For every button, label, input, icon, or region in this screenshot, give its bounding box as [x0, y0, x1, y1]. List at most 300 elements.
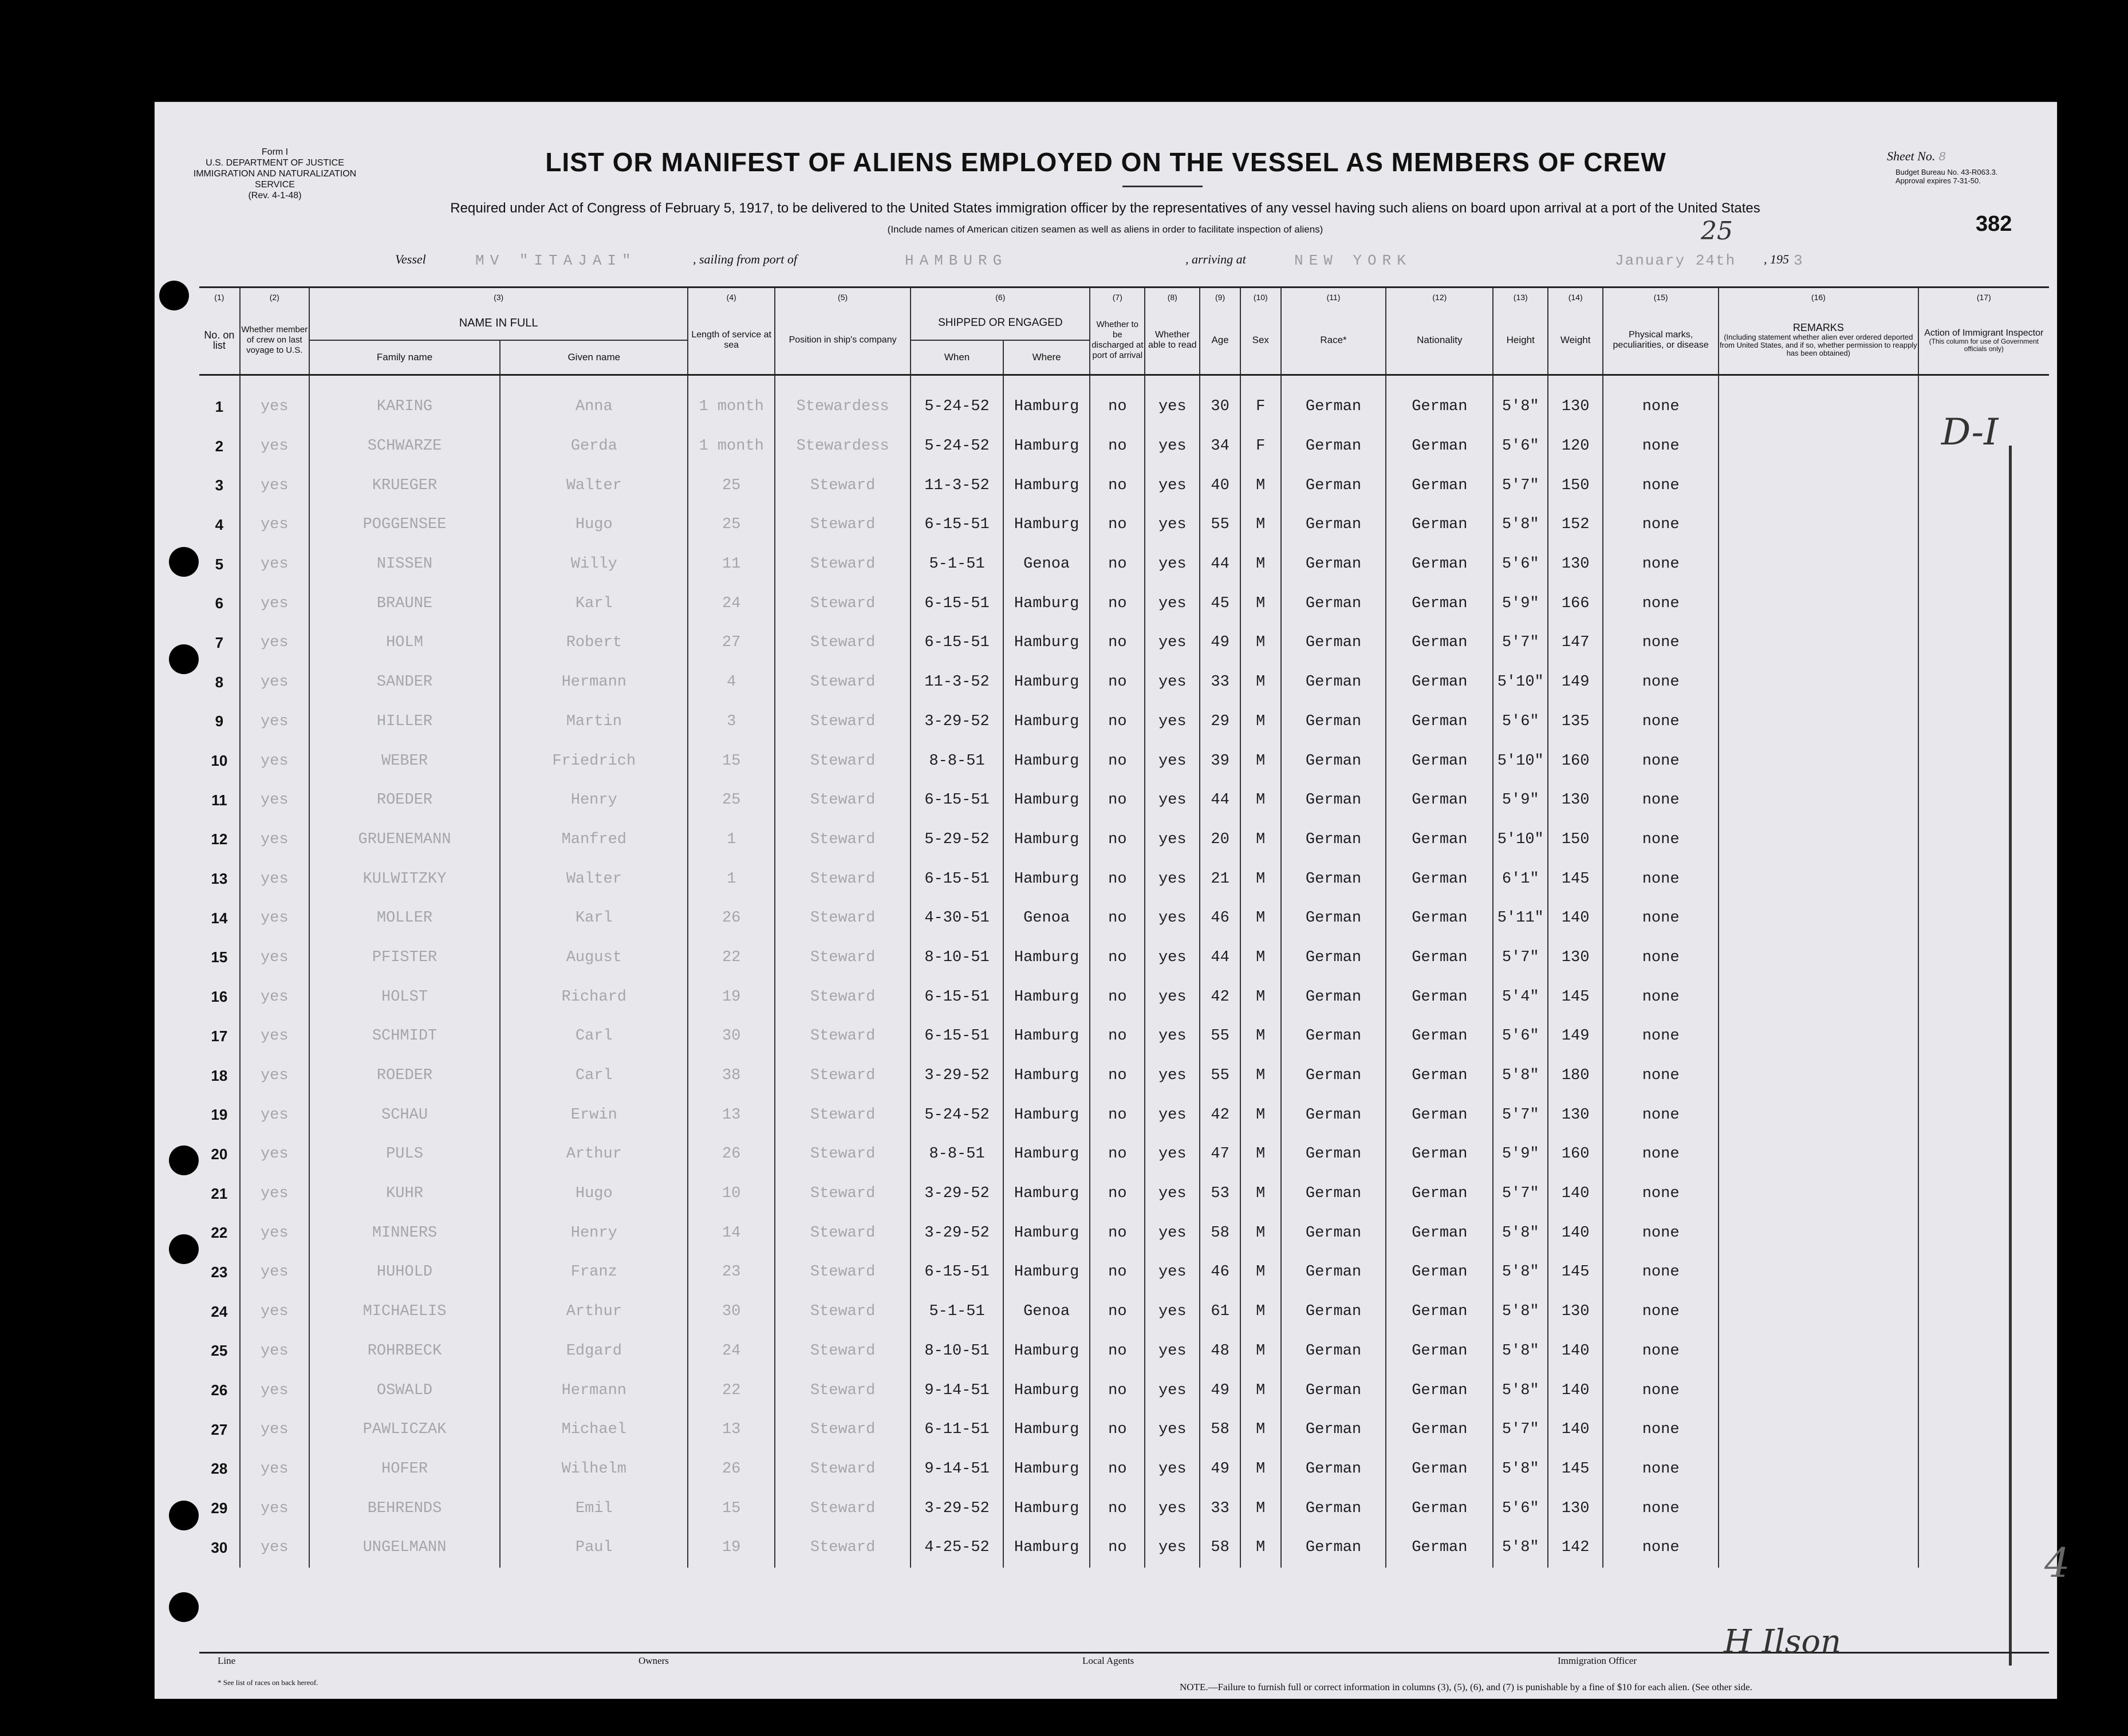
able-to-read: yes [1145, 1253, 1200, 1292]
able-to-read: yes [1145, 1332, 1200, 1371]
shipped-where: Hamburg [1003, 1056, 1090, 1096]
header-position: Position in ship's company [775, 306, 911, 375]
shipped-where: Hamburg [1003, 387, 1090, 427]
shipped-when: 6-15-51 [911, 781, 1003, 820]
given-name: Carl [500, 1017, 688, 1056]
length-of-service: 11 [688, 545, 775, 584]
remarks-cell [1719, 820, 1918, 860]
race: German [1281, 741, 1386, 781]
shipped-when: 8-10-51 [911, 938, 1003, 978]
position: Steward [775, 1450, 911, 1489]
discharge-flag: no [1090, 1332, 1145, 1371]
shipped-where: Hamburg [1003, 741, 1090, 781]
officer-signature: H Ilson [1724, 1623, 1842, 1660]
col-num-6: (6) [911, 288, 1090, 307]
table-row [199, 584, 2049, 623]
race: German [1281, 663, 1386, 702]
able-to-read: yes [1145, 1174, 1200, 1214]
sex: M [1240, 466, 1281, 505]
given-name: Michael [500, 1410, 688, 1450]
nationality: German [1386, 1371, 1493, 1410]
inspector-cell [1918, 1174, 2049, 1214]
able-to-read: yes [1145, 977, 1200, 1017]
physical-marks: none [1603, 741, 1719, 781]
sex: M [1240, 1371, 1281, 1410]
length-of-service: 27 [688, 623, 775, 663]
weight: 180 [1548, 1056, 1603, 1096]
header-when: When [911, 340, 1003, 375]
row-number: 14 [211, 909, 228, 927]
height: 5'6" [1493, 427, 1548, 466]
weight: 130 [1548, 387, 1603, 427]
given-name: Wilhelm [500, 1450, 688, 1489]
statute-line: Required under Act of Congress of February 5, 1917, to be delivered to the United States immigration officer by the representatives of any vessel having such aliens on board upon arrival at a port of the United States [450, 200, 1760, 216]
able-to-read: yes [1145, 1292, 1200, 1332]
given-name: Hermann [500, 663, 688, 702]
given-name: Arthur [500, 1135, 688, 1174]
col-num-1: (1) [199, 288, 240, 307]
position: Stewardess [775, 427, 911, 466]
remarks-cell [1719, 1253, 1918, 1292]
table-row [199, 1174, 2049, 1214]
punch-hole [169, 1234, 199, 1264]
weight: 152 [1548, 505, 1603, 545]
row-number: 23 [211, 1263, 228, 1281]
physical-marks: none [1603, 977, 1719, 1017]
sex: M [1240, 1489, 1281, 1528]
remarks-cell [1719, 938, 1918, 978]
physical-marks: none [1603, 427, 1719, 466]
race: German [1281, 1292, 1386, 1332]
sex: M [1240, 1292, 1281, 1332]
row-number: 29 [211, 1499, 228, 1517]
able-to-read: yes [1145, 938, 1200, 978]
nationality: German [1386, 977, 1493, 1017]
height: 5'8" [1493, 1528, 1548, 1568]
col-num-2: (2) [240, 288, 309, 307]
family-name: HOLST [309, 977, 500, 1017]
inspector-cell [1918, 505, 2049, 545]
length-of-service: 22 [688, 938, 775, 978]
sex: M [1240, 859, 1281, 899]
shipped-where: Hamburg [1003, 1253, 1090, 1292]
sex: M [1240, 702, 1281, 742]
header-height: Height [1493, 306, 1548, 375]
margin-mark: 4 [2044, 1540, 2070, 1587]
header-where: Where [1003, 340, 1090, 375]
position: Steward [775, 1095, 911, 1135]
shipped-where: Hamburg [1003, 1174, 1090, 1214]
column-number-row [199, 288, 2049, 307]
remarks-cell [1719, 505, 1918, 545]
row-number: 11 [211, 791, 227, 809]
remarks-cell [1719, 623, 1918, 663]
nationality: German [1386, 584, 1493, 623]
nationality: German [1386, 938, 1493, 978]
discharge-flag: no [1090, 466, 1145, 505]
discharge-flag: no [1090, 1213, 1145, 1253]
given-name: August [500, 938, 688, 978]
position: Steward [775, 977, 911, 1017]
sex: M [1240, 1017, 1281, 1056]
given-name: Anna [500, 387, 688, 427]
given-name: Manfred [500, 820, 688, 860]
manifest-rows [199, 387, 2049, 1568]
nationality: German [1386, 1450, 1493, 1489]
race: German [1281, 820, 1386, 860]
age: 33 [1200, 1489, 1240, 1528]
age: 58 [1200, 1410, 1240, 1450]
given-name: Martin [500, 702, 688, 742]
position: Steward [775, 1213, 911, 1253]
inspector-cell [1918, 938, 2049, 978]
shipped-when: 6-15-51 [911, 1253, 1003, 1292]
row-number: 6 [215, 595, 224, 612]
position: Stewardess [775, 387, 911, 427]
sex: M [1240, 1213, 1281, 1253]
punch-hole [169, 1501, 199, 1530]
height: 5'7" [1493, 938, 1548, 978]
length-of-service: 22 [688, 1371, 775, 1410]
given-name: Hermann [500, 1371, 688, 1410]
physical-marks: none [1603, 781, 1719, 820]
inspector-cell [1918, 899, 2049, 938]
remarks-cell [1719, 1450, 1918, 1489]
family-name: PAWLICZAK [309, 1410, 500, 1450]
arrival-date: January 24th [1615, 252, 1736, 269]
sex: M [1240, 820, 1281, 860]
physical-marks: none [1603, 899, 1719, 938]
shipped-where: Genoa [1003, 545, 1090, 584]
race: German [1281, 1450, 1386, 1489]
height: 5'8" [1493, 1332, 1548, 1371]
crew-last-voyage: yes [240, 1292, 309, 1332]
shipped-where: Hamburg [1003, 623, 1090, 663]
nationality: German [1386, 1213, 1493, 1253]
length-of-service: 15 [688, 1489, 775, 1528]
nationality: German [1386, 1056, 1493, 1096]
shipped-when: 6-15-51 [911, 623, 1003, 663]
shipped-when: 6-15-51 [911, 584, 1003, 623]
given-name: Henry [500, 1213, 688, 1253]
punch-hole [169, 1145, 199, 1175]
position: Steward [775, 1292, 911, 1332]
weight: 145 [1548, 859, 1603, 899]
physical-marks: none [1603, 1095, 1719, 1135]
shipped-when: 11-3-52 [911, 466, 1003, 505]
row-number: 7 [215, 633, 224, 651]
family-name: SCHAU [309, 1095, 500, 1135]
crew-last-voyage: yes [240, 741, 309, 781]
nationality: German [1386, 741, 1493, 781]
given-name: Gerda [500, 427, 688, 466]
row-number: 13 [211, 870, 228, 888]
remarks-cell [1719, 1332, 1918, 1371]
given-name: Hugo [500, 505, 688, 545]
able-to-read: yes [1145, 1135, 1200, 1174]
race: German [1281, 1135, 1386, 1174]
discharge-flag: no [1090, 1056, 1145, 1096]
height: 5'7" [1493, 1410, 1548, 1450]
family-name: MOLLER [309, 899, 500, 938]
discharge-flag: no [1090, 820, 1145, 860]
shipped-when: 8-8-51 [911, 741, 1003, 781]
physical-marks: none [1603, 584, 1719, 623]
inspector-cell [1918, 1135, 2049, 1174]
inspector-cell [1918, 663, 2049, 702]
race: German [1281, 1174, 1386, 1214]
footer-line-label: Line [218, 1655, 236, 1666]
able-to-read: yes [1145, 387, 1200, 427]
race: German [1281, 702, 1386, 742]
table-row [199, 977, 2049, 1017]
nationality: German [1386, 899, 1493, 938]
row-number: 30 [211, 1538, 228, 1556]
col-num-10: (10) [1240, 288, 1281, 307]
position: Steward [775, 663, 911, 702]
row-number: 20 [211, 1145, 228, 1163]
shipped-where: Hamburg [1003, 505, 1090, 545]
family-name: MINNERS [309, 1213, 500, 1253]
nationality: German [1386, 663, 1493, 702]
weight: 140 [1548, 1332, 1603, 1371]
remarks-cell [1719, 1135, 1918, 1174]
height: 5'9" [1493, 781, 1548, 820]
remarks-cell [1719, 1410, 1918, 1450]
crew-last-voyage: yes [240, 1410, 309, 1450]
position: Steward [775, 623, 911, 663]
table-row [199, 505, 2049, 545]
inspector-cell [1918, 820, 2049, 860]
able-to-read: yes [1145, 820, 1200, 860]
nationality: German [1386, 1528, 1493, 1568]
discharge-flag: no [1090, 1174, 1145, 1214]
punch-hole [169, 547, 199, 577]
table-row [199, 1213, 2049, 1253]
height: 5'8" [1493, 1253, 1548, 1292]
table-row [199, 1528, 2049, 1568]
sex: M [1240, 938, 1281, 978]
height: 5'4" [1493, 977, 1548, 1017]
family-name: GRUENEMANN [309, 820, 500, 860]
shipped-when: 6-11-51 [911, 1410, 1003, 1450]
crew-last-voyage: yes [240, 938, 309, 978]
length-of-service: 14 [688, 1213, 775, 1253]
physical-marks: none [1603, 1410, 1719, 1450]
crew-last-voyage: yes [240, 1371, 309, 1410]
crew-last-voyage: yes [240, 1489, 309, 1528]
weight: 150 [1548, 820, 1603, 860]
crew-manifest-table [199, 286, 2049, 1568]
able-to-read: yes [1145, 1213, 1200, 1253]
nationality: German [1386, 1292, 1493, 1332]
row-number: 25 [211, 1342, 228, 1360]
physical-marks: none [1603, 466, 1719, 505]
height: 5'7" [1493, 466, 1548, 505]
given-name: Karl [500, 899, 688, 938]
header-remarks [1719, 306, 1918, 375]
table-row [199, 820, 2049, 860]
weight: 135 [1548, 702, 1603, 742]
discharge-flag: no [1090, 899, 1145, 938]
shipped-where: Hamburg [1003, 1095, 1090, 1135]
nationality: German [1386, 387, 1493, 427]
height: 5'8" [1493, 1450, 1548, 1489]
col-num-16: (16) [1719, 288, 1918, 307]
table-row [199, 623, 2049, 663]
remarks-heading: REMARKS [1792, 321, 1844, 333]
revision-date: (Rev. 4-1-48) [248, 191, 302, 200]
discharge-flag: no [1090, 977, 1145, 1017]
shipped-when: 5-24-52 [911, 1095, 1003, 1135]
vessel-label: Vessel [395, 252, 426, 266]
position: Steward [775, 1489, 911, 1528]
family-name: SCHWARZE [309, 427, 500, 466]
crew-last-voyage: yes [240, 859, 309, 899]
family-name: MICHAELIS [309, 1292, 500, 1332]
crew-last-voyage: yes [240, 1095, 309, 1135]
table-row [199, 702, 2049, 742]
shipped-where: Genoa [1003, 899, 1090, 938]
shipped-when: 3-29-52 [911, 702, 1003, 742]
family-name: ROEDER [309, 1056, 500, 1096]
table-row [199, 1371, 2049, 1410]
race: German [1281, 938, 1386, 978]
height: 5'10" [1493, 820, 1548, 860]
shipped-when: 9-14-51 [911, 1371, 1003, 1410]
punch-hole [159, 281, 189, 310]
height: 5'8" [1493, 1371, 1548, 1410]
shipped-where: Hamburg [1003, 466, 1090, 505]
race: German [1281, 427, 1386, 466]
length-of-service: 24 [688, 584, 775, 623]
row-number: 1 [215, 397, 224, 415]
physical-marks: none [1603, 1332, 1719, 1371]
header-race: Race* [1281, 306, 1386, 375]
age: 33 [1200, 663, 1240, 702]
table-row [199, 1056, 2049, 1096]
sex: M [1240, 1528, 1281, 1568]
family-name: ROEDER [309, 781, 500, 820]
family-name: BEHRENDS [309, 1489, 500, 1528]
inspector-cell [1918, 781, 2049, 820]
given-name: Edgard [500, 1332, 688, 1371]
remarks-cell [1719, 741, 1918, 781]
age: 49 [1200, 1450, 1240, 1489]
shipped-when: 5-1-51 [911, 545, 1003, 584]
table-row [199, 1292, 2049, 1332]
row-number: 15 [211, 948, 228, 966]
race: German [1281, 859, 1386, 899]
length-of-service: 23 [688, 1253, 775, 1292]
race: German [1281, 977, 1386, 1017]
shipped-where: Hamburg [1003, 702, 1090, 742]
row-number: 28 [211, 1460, 228, 1478]
weight: 149 [1548, 1017, 1603, 1056]
col-num-4: (4) [688, 288, 775, 307]
race: German [1281, 1410, 1386, 1450]
discharge-flag: no [1090, 584, 1145, 623]
sex: M [1240, 623, 1281, 663]
nationality: German [1386, 859, 1493, 899]
inspector-cell [1918, 466, 2049, 505]
row-number: 18 [211, 1066, 228, 1084]
remarks-cell [1719, 545, 1918, 584]
remarks-cell [1719, 584, 1918, 623]
age: 49 [1200, 623, 1240, 663]
position: Steward [775, 1332, 911, 1371]
race: German [1281, 781, 1386, 820]
weight: 140 [1548, 899, 1603, 938]
length-of-service: 25 [688, 466, 775, 505]
race: German [1281, 387, 1386, 427]
remarks-note: (Including statement whether alien ever ordered deported from United States, and if so, whether permission to reapply has been obtained) [1720, 332, 1917, 357]
remarks-cell [1719, 466, 1918, 505]
shipped-where: Hamburg [1003, 1489, 1090, 1528]
age: 45 [1200, 584, 1240, 623]
shipped-where: Hamburg [1003, 781, 1090, 820]
position: Steward [775, 584, 911, 623]
race: German [1281, 1213, 1386, 1253]
row-number: 24 [211, 1302, 228, 1320]
given-name: Hugo [500, 1174, 688, 1214]
length-of-service: 4 [688, 663, 775, 702]
length-of-service: 10 [688, 1174, 775, 1214]
discharge-flag: no [1090, 1017, 1145, 1056]
inspector-cell [1918, 545, 2049, 584]
remarks-cell [1719, 1095, 1918, 1135]
height: 5'8" [1493, 1213, 1548, 1253]
given-name: Emil [500, 1489, 688, 1528]
nationality: German [1386, 1332, 1493, 1371]
discharge-flag: no [1090, 859, 1145, 899]
weight: 140 [1548, 1213, 1603, 1253]
discharge-flag: no [1090, 1292, 1145, 1332]
discharge-flag: no [1090, 702, 1145, 742]
age: 48 [1200, 1332, 1240, 1371]
age: 42 [1200, 1095, 1240, 1135]
row-number: 22 [211, 1224, 228, 1242]
crew-last-voyage: yes [240, 584, 309, 623]
shipped-where: Hamburg [1003, 820, 1090, 860]
weight: 130 [1548, 1095, 1603, 1135]
family-name: HUHOLD [309, 1253, 500, 1292]
age: 20 [1200, 820, 1240, 860]
remarks-cell [1719, 899, 1918, 938]
inspector-cell [1918, 1371, 2049, 1410]
age: 47 [1200, 1135, 1240, 1174]
age: 61 [1200, 1292, 1240, 1332]
sheet-label: Sheet No. [1887, 149, 1936, 163]
sex: F [1240, 427, 1281, 466]
discharge-flag: no [1090, 1450, 1145, 1489]
shipped-where: Hamburg [1003, 584, 1090, 623]
inspector-cell [1918, 1332, 2049, 1371]
discharge-flag: no [1090, 1489, 1145, 1528]
row-number: 12 [211, 830, 228, 848]
shipped-when: 5-24-52 [911, 387, 1003, 427]
budget-note [1896, 168, 1998, 185]
position: Steward [775, 466, 911, 505]
col-num-3: (3) [309, 288, 688, 307]
crew-last-voyage: yes [240, 702, 309, 742]
shipped-when: 3-29-52 [911, 1213, 1003, 1253]
position: Steward [775, 1017, 911, 1056]
inspector-cell [1918, 741, 2049, 781]
physical-marks: none [1603, 820, 1719, 860]
sex: M [1240, 1253, 1281, 1292]
position: Steward [775, 741, 911, 781]
